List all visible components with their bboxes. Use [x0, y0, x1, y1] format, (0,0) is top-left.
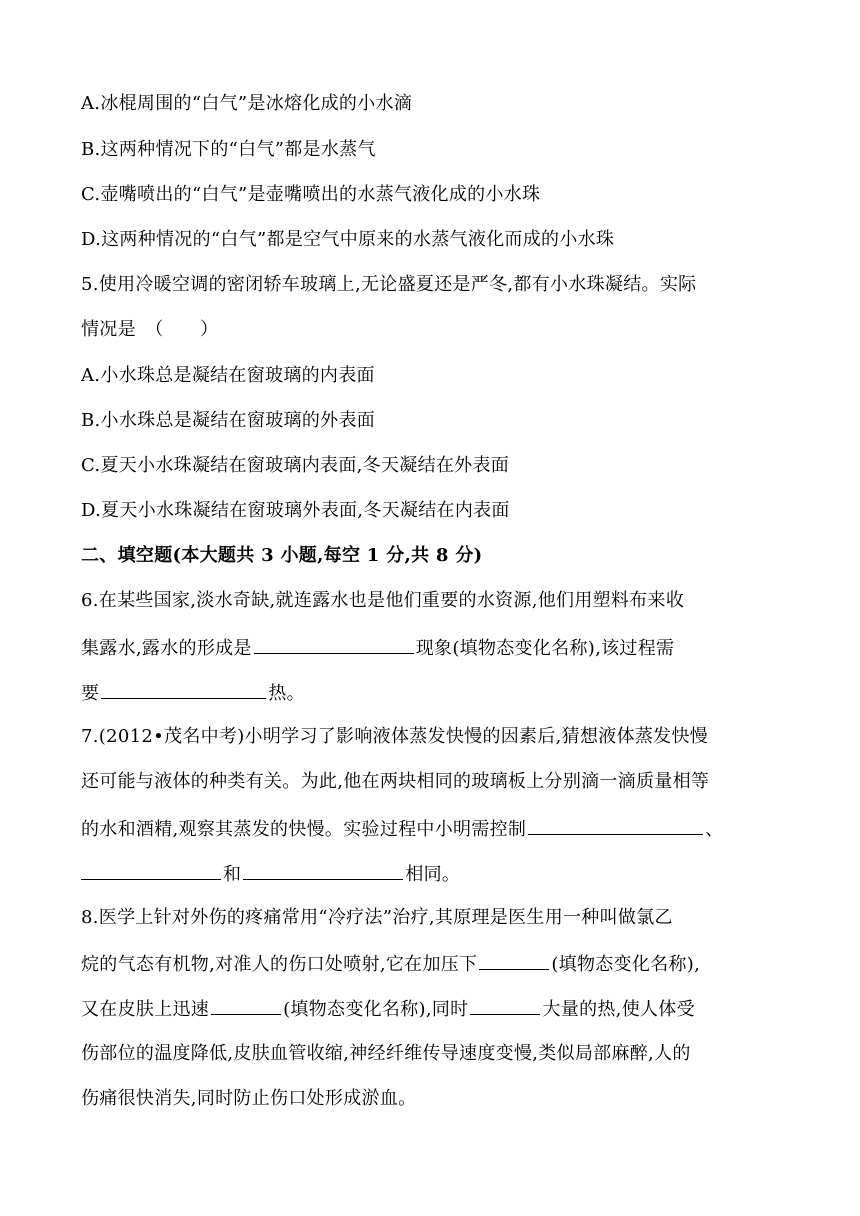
q4-option-a: A.冰棍周围的“白气”是冰熔化成的小水滴 — [81, 93, 413, 114]
q8-blank-3[interactable] — [470, 996, 540, 1015]
q6-blank-1[interactable] — [254, 635, 414, 654]
q7-line3 — [81, 816, 724, 842]
q6-line3-text-b: 热。 — [268, 683, 305, 704]
q6-line2 — [81, 635, 674, 661]
q6-line3-text-a: 要 — [81, 683, 100, 704]
q7-line3-text-a: 的水和酒精,观察其蒸发的快慢。实验过程中小明需控制 — [81, 819, 527, 840]
q6-blank-2[interactable] — [101, 680, 266, 699]
q6-line2-text-a: 集露水,露水的形成是 — [81, 638, 252, 659]
q8-line2 — [81, 951, 700, 977]
q8-blank-1[interactable] — [479, 951, 549, 970]
q8-line3 — [81, 996, 695, 1022]
q5-stem-line2: 情况是 （ ） — [81, 319, 219, 340]
q8-blank-2[interactable] — [211, 996, 281, 1015]
q8-line3-text-a: 又在皮肤上迅速 — [81, 999, 210, 1020]
q8-line5: 伤痛很快消失,同时防止伤口处形成淤血。 — [81, 1088, 417, 1109]
q5-option-b: B.小水珠总是凝结在窗玻璃的外表面 — [81, 410, 376, 431]
q7-blank-2[interactable] — [81, 861, 221, 880]
q7-line4-text-a: 和 — [223, 864, 242, 885]
q7-line3-text-b: 、 — [705, 819, 724, 840]
q8-line2-text-b: (填物态变化名称), — [551, 954, 701, 975]
q7-line4 — [81, 861, 460, 887]
q4-option-d: D.这两种情况的“白气”都是空气中原来的水蒸气液化而成的小水珠 — [81, 229, 615, 250]
q7-line1: 7.(2012•茂名中考)小明学习了影响液体蒸发快慢的因素后,猜想液体蒸发快慢 — [81, 726, 709, 747]
q6-line1: 6.在某些国家,淡水奇缺,就连露水也是他们重要的水资源,他们用塑料布来收 — [81, 590, 685, 611]
q5-option-d: D.夏天小水珠凝结在窗玻璃外表面,冬天凝结在内表面 — [81, 500, 510, 521]
q7-blank-1[interactable] — [528, 816, 703, 835]
q6-line2-text-b: 现象(填物态变化名称),该过程需 — [415, 638, 675, 659]
q7-line4-text-b: 相同。 — [405, 864, 461, 885]
q4-option-b: B.这两种情况下的“白气”都是水蒸气 — [81, 139, 376, 160]
q5-stem-line1: 5.使用冷暖空调的密闭轿车玻璃上,无论盛夏还是严冬,都有小水珠凝结。实际 — [81, 274, 697, 295]
q5-option-c: C.夏天小水珠凝结在窗玻璃内表面,冬天凝结在外表面 — [81, 455, 510, 476]
q7-line2: 还可能与液体的种类有关。为此,他在两块相同的玻璃板上分别滴一滴质量相等 — [81, 771, 710, 792]
q6-line3 — [81, 680, 305, 706]
q7-blank-3[interactable] — [243, 861, 403, 880]
q8-line1: 8.医学上针对外伤的疼痛常用“冷疗法”治疗,其原理是医生用一种叫做氯乙 — [81, 907, 673, 928]
q8-line2-text-a: 烷的气态有机物,对准人的伤口处喷射,它在加压下 — [81, 954, 478, 975]
q5-option-a: A.小水珠总是凝结在窗玻璃的内表面 — [81, 365, 375, 386]
q8-line3-text-b: (填物态变化名称),同时 — [283, 999, 469, 1020]
q8-line4: 伤部位的温度降低,皮肤血管收缩,神经纤维传导速度变慢,类似局部麻醉,人的 — [81, 1043, 691, 1064]
q8-line3-text-c: 大量的热,使人体受 — [542, 999, 695, 1020]
q4-option-c: C.壶嘴喷出的“白气”是壶嘴喷出的水蒸气液化成的小水珠 — [81, 184, 541, 205]
section2-heading: 二、填空题(本大题共 3 小题,每空 1 分,共 8 分) — [81, 545, 483, 566]
